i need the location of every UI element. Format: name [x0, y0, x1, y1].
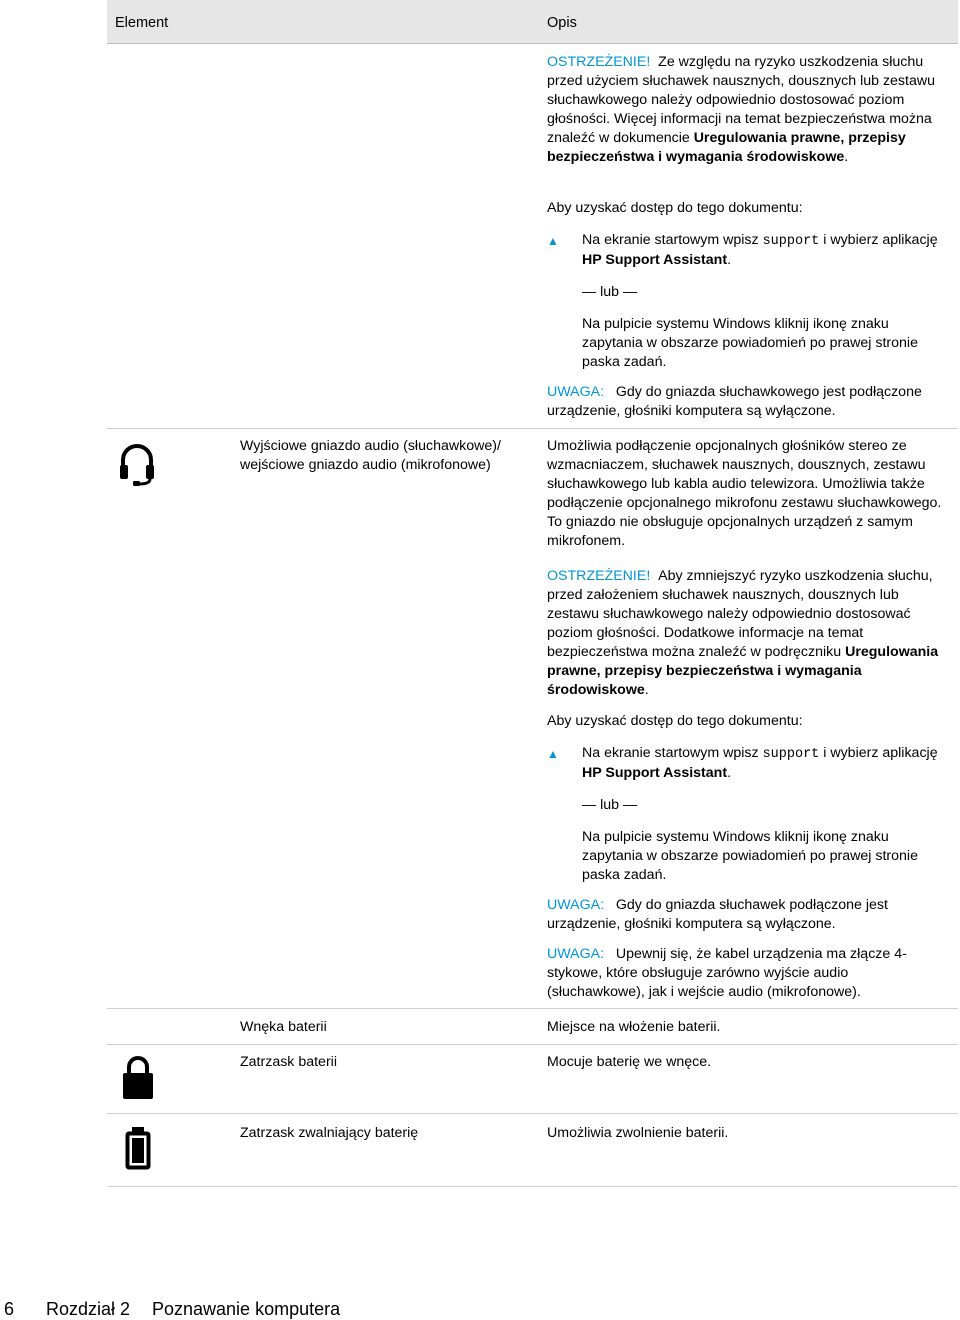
battery-bay-description: Miejsce na włożenie baterii. [547, 1019, 721, 1035]
column-header-element: Element [115, 15, 169, 31]
column-header-opis: Opis [547, 15, 577, 31]
note-paragraph-3: UWAGA: Upewnij się, że kabel urządzenia ma złącze 4-stykowe, które obsługuje zarówno wyjście audio (słuchawkowe), jak i wejście audio (mikrofonowe). [547, 946, 907, 1000]
access-text: Aby uzyskać dostęp do tego dokumentu: [547, 200, 803, 216]
row-divider [107, 1008, 958, 1009]
battery-icon [124, 1126, 152, 1170]
battery-release-description: Umożliwia zwolnienie baterii. [547, 1125, 729, 1141]
element-audio-jack: Wyjściowe gniazdo audio (słuchawkowe)/ wejściowe gniazdo audio (mikrofonowe) [240, 438, 501, 473]
element-battery-lock: Zatrzask baterii [240, 1054, 337, 1070]
row-divider [107, 1044, 958, 1045]
warning-paragraph: OSTRZEŻENIE! Ze względu na ryzyko uszkodzenia słuchu przed użyciem słuchawek nausznych, dousznych lub zestawu słuchawkowego należy odpowiednio dostosować poziom głośności. Więcej informacji na temat bezpieczeństwa można znaleźć w dokumencie Uregulowania prawne, przepisy bezpieczeństwa i wymagania środowiskowe. [547, 54, 935, 165]
row-divider [107, 1113, 958, 1114]
chapter-title: Poznawanie komputera [152, 1299, 341, 1319]
row-divider [107, 428, 958, 429]
row-divider [107, 1186, 958, 1187]
document-name-2: Uregulowania prawne, przepisy bezpieczeństwa i wymagania środowiskowe [547, 644, 939, 698]
table-header [107, 0, 958, 44]
chapter-label: Rozdział 2 [46, 1299, 131, 1319]
audio-jack-description: Umożliwia podłączenie opcjonalnych głośników stereo ze wzmacniaczem, słuchawek nausznych, dousznych, zestawu słuchawkowego lub kabla audio telewizora. Umożliwia także podłączenie opcjonalnego mikrofonu zestawu słuchawkowego. To gniazdo nie obsługuje opcjonalnych urządzeń z samym mikrofonem. [547, 438, 942, 549]
battery-lock-description: Mocuje baterię we wnęce. [547, 1054, 712, 1070]
access-text-2: Aby uzyskać dostęp do tego dokumentu: [547, 713, 803, 729]
warning-paragraph-2: OSTRZEŻENIE! Aby zmniejszyć ryzyko uszkodzenia słuchu, przed założeniem słuchawek nausznych, dousznych lub zestawu słuchawkowego należy odpowiednio dostosować poziom głośności. Dodatkowe informacje na temat bezpieczeństwa można znaleźć w podręczniku Uregulowania prawne, przepisy bezpieczeństwa i wymagania środowiskowe. [547, 568, 939, 698]
step-desktop-2: Na pulpicie systemu Windows kliknij ikonę znaku zapytania w obszarze powiadomień po prawej stronie paska zadań. [582, 829, 918, 883]
document-name: Uregulowania prawne, przepisy bezpieczeństwa i wymagania środowiskowe [547, 130, 906, 165]
or-separator-2: — lub — [582, 797, 638, 813]
note-paragraph-2: UWAGA: Gdy do gniazda słuchawek podłączone jest urządzenie, głośniki komputera są wyłączone. [547, 897, 888, 932]
note-paragraph: UWAGA: Gdy do gniazda słuchawkowego jest podłączone urządzenie, głośniki komputera są wyłączone. [547, 384, 922, 419]
element-battery-release: Zatrzask zwalniający baterię [240, 1125, 419, 1141]
step-desktop: Na pulpicie systemu Windows kliknij ikonę znaku zapytania w obszarze powiadomień po prawej stronie paska zadań. [582, 316, 918, 370]
lock-icon [120, 1054, 156, 1100]
step-start-screen-2: Na ekranie startowym wpisz support i wybierz aplikację HP Support Assistant. [582, 745, 938, 781]
step-start-screen: Na ekranie startowym wpisz support i wybierz aplikację HP Support Assistant. [582, 232, 938, 268]
bullet-triangle-icon: ▲ [547, 747, 559, 761]
element-battery-bay: Wnęka baterii [240, 1019, 327, 1035]
or-separator: — lub — [582, 284, 638, 300]
page-number: 6 [4, 1299, 15, 1319]
headset-icon [117, 442, 157, 486]
bullet-triangle-icon: ▲ [547, 234, 559, 248]
